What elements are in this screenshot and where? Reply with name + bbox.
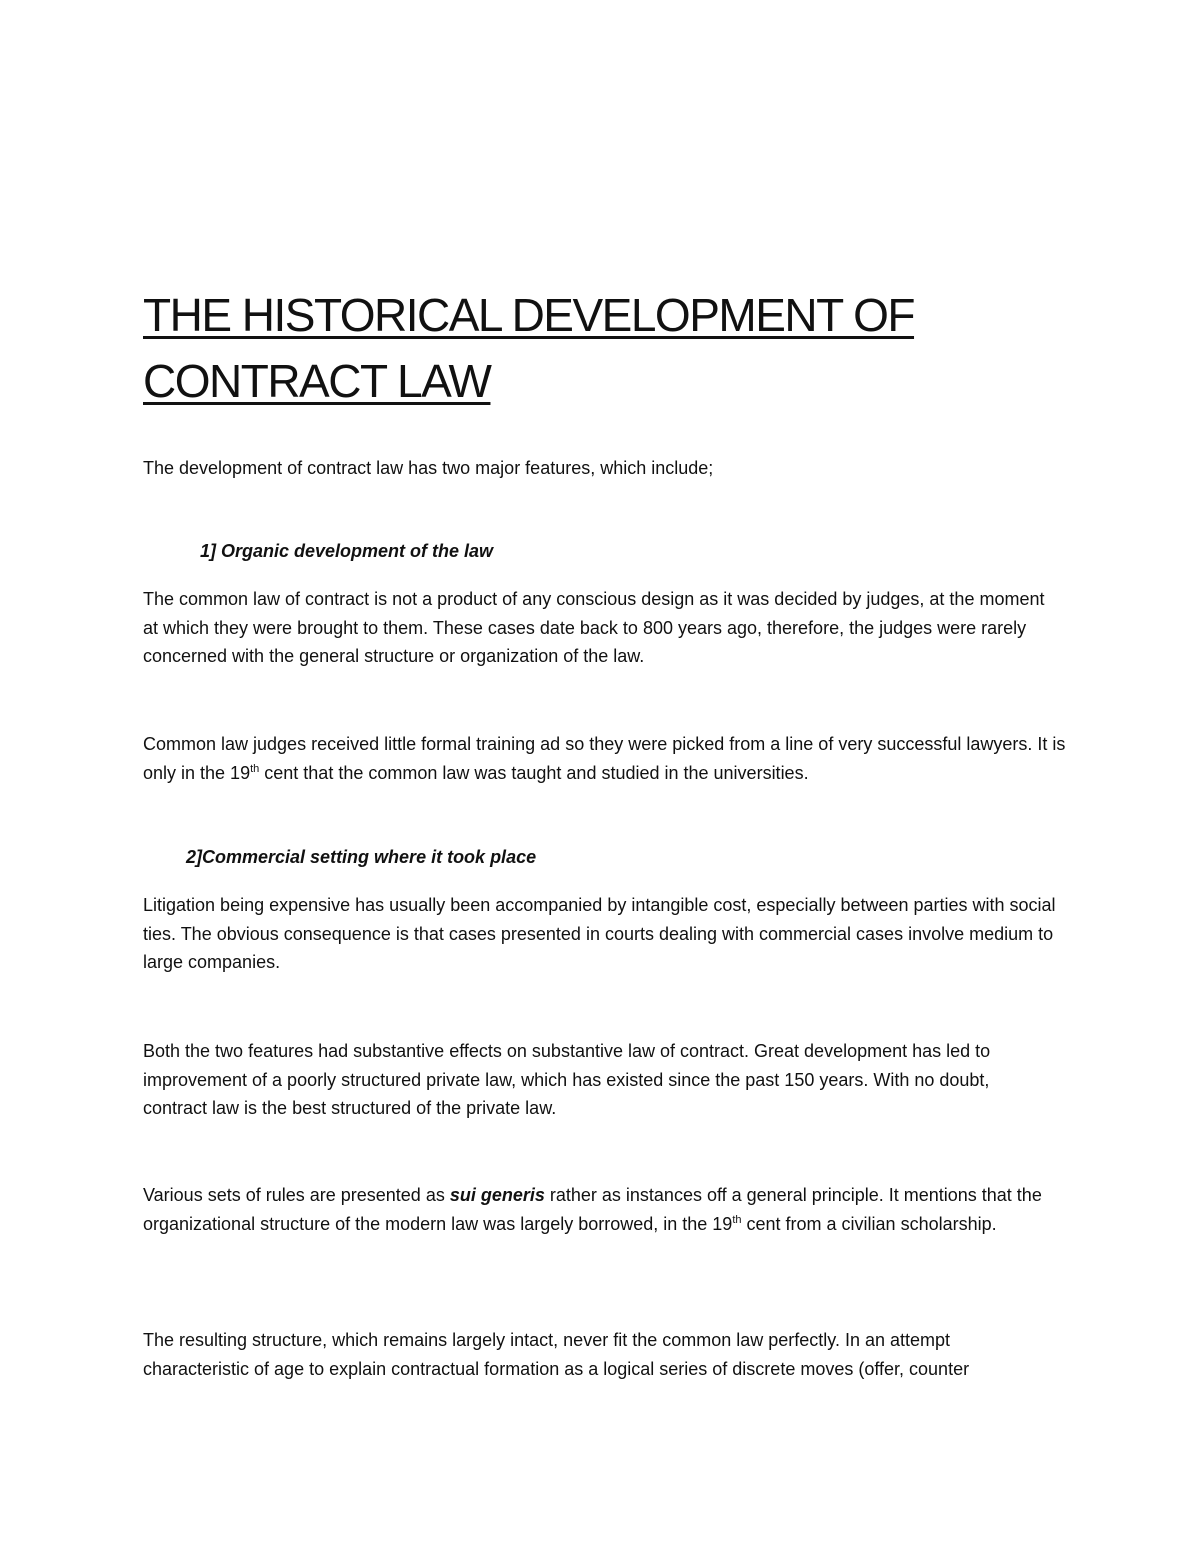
text-segment: cent that the common law was taught and studied in the universities. bbox=[259, 762, 809, 783]
paragraph-resulting-structure: The resulting structure, which remains largely intact, never fit the common law perfectly. In an attempt characteristic of age to explain contractual formation as a logical series of discrete moves (offer, counter bbox=[143, 1330, 970, 1379]
document-title: THE HISTORICAL DEVELOPMENT OF CONTRACT LAW bbox=[143, 289, 915, 407]
emphasized-term: sui generis bbox=[449, 1185, 545, 1205]
superscript-ordinal: th bbox=[250, 762, 260, 775]
paragraph-judges-training bbox=[143, 730, 1073, 787]
section-heading-organic: 1] Organic development of the law bbox=[200, 541, 494, 561]
superscript-ordinal: th bbox=[732, 1213, 742, 1226]
section-heading-commercial: 2]Commercial setting where it took place bbox=[186, 847, 537, 867]
paragraph-litigation: Litigation being expensive has usually been accompanied by intangible cost, especially between parties with social ties. The obvious consequence is that cases presented in courts dealing with commercial cases involve medium to large companies. bbox=[143, 895, 1056, 973]
text-segment: cent from a civilian scholarship. bbox=[741, 1213, 997, 1234]
text-segment: Common law judges received little formal training ad so they were picked from a line of very successful lawyers. It is only in the 19 bbox=[143, 734, 1066, 783]
paragraph-substantive-effects: Both the two features had substantive effects on substantive law of contract. Great development has led to improvement of a poorly structured private law, which has existed since the past 150 years. With no doubt, contract law is the best structured of the private law. bbox=[143, 1041, 991, 1119]
paragraph-organic-development: The common law of contract is not a product of any conscious design as it was decided by judges, at the moment at which they were brought to them. These cases date back to 800 years ago, therefore, the judges were rarely concerned with the general structure or organization of the law. bbox=[143, 589, 1045, 667]
text-segment: rather as instances off a general principle. It mentions that the organizational structure of the modern law was largely borrowed, in the 19 bbox=[143, 1185, 1042, 1234]
paragraph-sui-generis bbox=[143, 1181, 1068, 1238]
intro-paragraph: The development of contract law has two major features, which include; bbox=[143, 458, 714, 478]
text-segment: Various sets of rules are presented as bbox=[143, 1185, 450, 1205]
